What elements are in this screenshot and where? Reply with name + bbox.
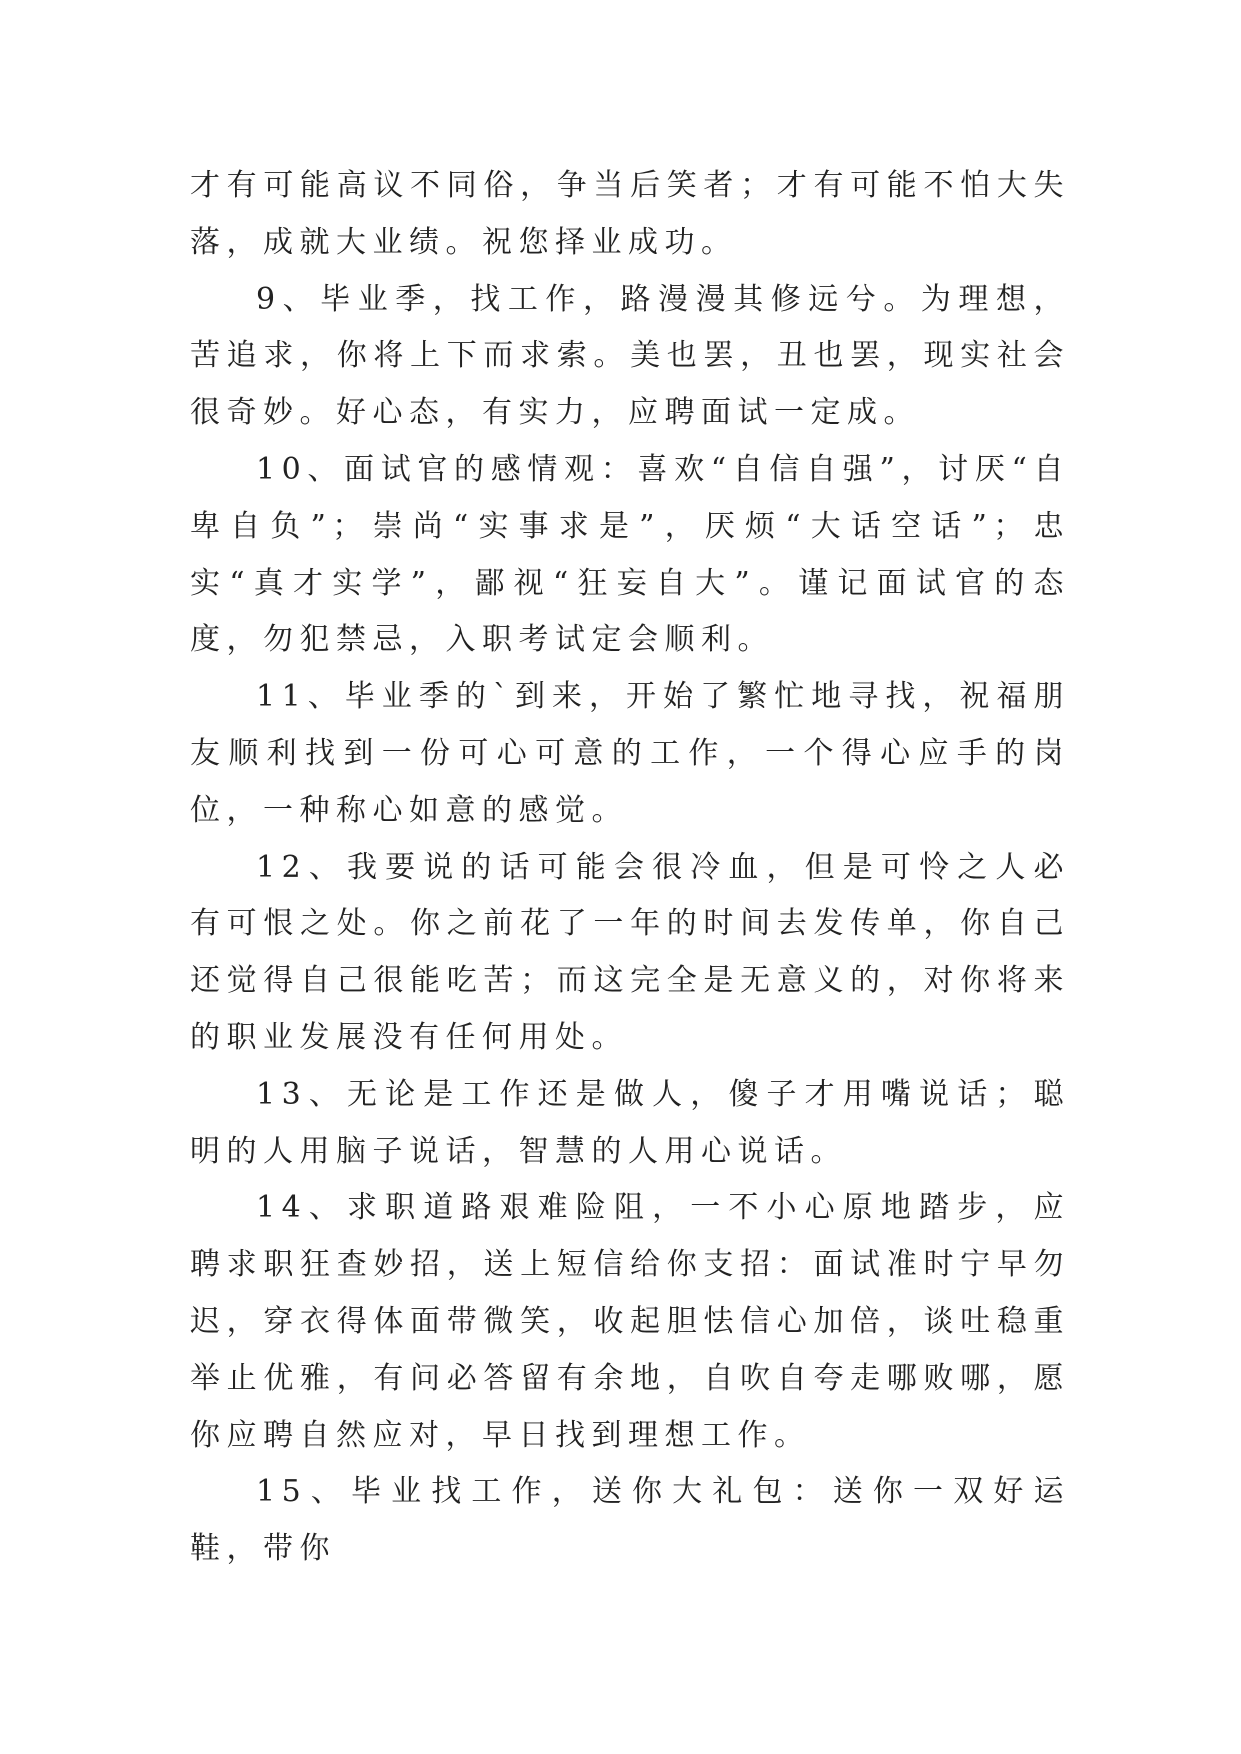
paragraph-item-9: 9、毕业季，找工作，路漫漫其修远兮。为理想，苦追求，你将上下而求索。美也罢，丑也罢，现实社会很奇妙。好心态，有实力，应聘面试一定成。 xyxy=(190,281,1070,431)
paragraph-item-14: 14、求职道路艰难险阻，一不小心原地踏步，应聘求职狂查妙招，送上短信给你支招：面试准时宁早勿迟，穿衣得体面带微笑，收起胆怯信心加倍，谈吐稳重举止优雅，有问必答留有余地，自吹自夸走哪败哪，愿你应聘自然应对，早日找到理想工作。 xyxy=(190,1190,1070,1453)
paragraph-item-10: 10、面试官的感情观：喜欢“自信自强”，讨厌“自卑自负”；崇尚“实事求是”，厌烦“大话空话”；忠实“真才实学”，鄙视“狂妄自大”。谨记面试官的态度，勿犯禁忌，入职考试定会顺利。 xyxy=(190,451,1070,658)
document-body xyxy=(190,158,1070,1578)
paragraph-item-15: 15、毕业找工作，送你大礼包：送你一双好运鞋，带你 xyxy=(190,1474,1070,1567)
paragraph-continuation: 才有可能高议不同俗，争当后笑者；才有可能不怕大失落，成就大业绩。祝您择业成功。 xyxy=(190,168,1070,260)
paragraph-item-13: 13、无论是工作还是做人，傻子才用嘴说话；聪明的人用脑子说话，智慧的人用心说话。 xyxy=(190,1076,1070,1169)
paragraph-item-11: 11、毕业季的`到来，开始了繁忙地寻找，祝福朋友顺利找到一份可心可意的工作，一个得心应手的岗位，一种称心如意的感觉。 xyxy=(190,679,1070,828)
paragraph-item-12: 12、我要说的话可能会很冷血，但是可怜之人必有可恨之处。你之前花了一年的时间去发传单，你自己还觉得自己很能吃苦；而这完全是无意义的，对你将来的职业发展没有任何用处。 xyxy=(190,849,1070,1055)
